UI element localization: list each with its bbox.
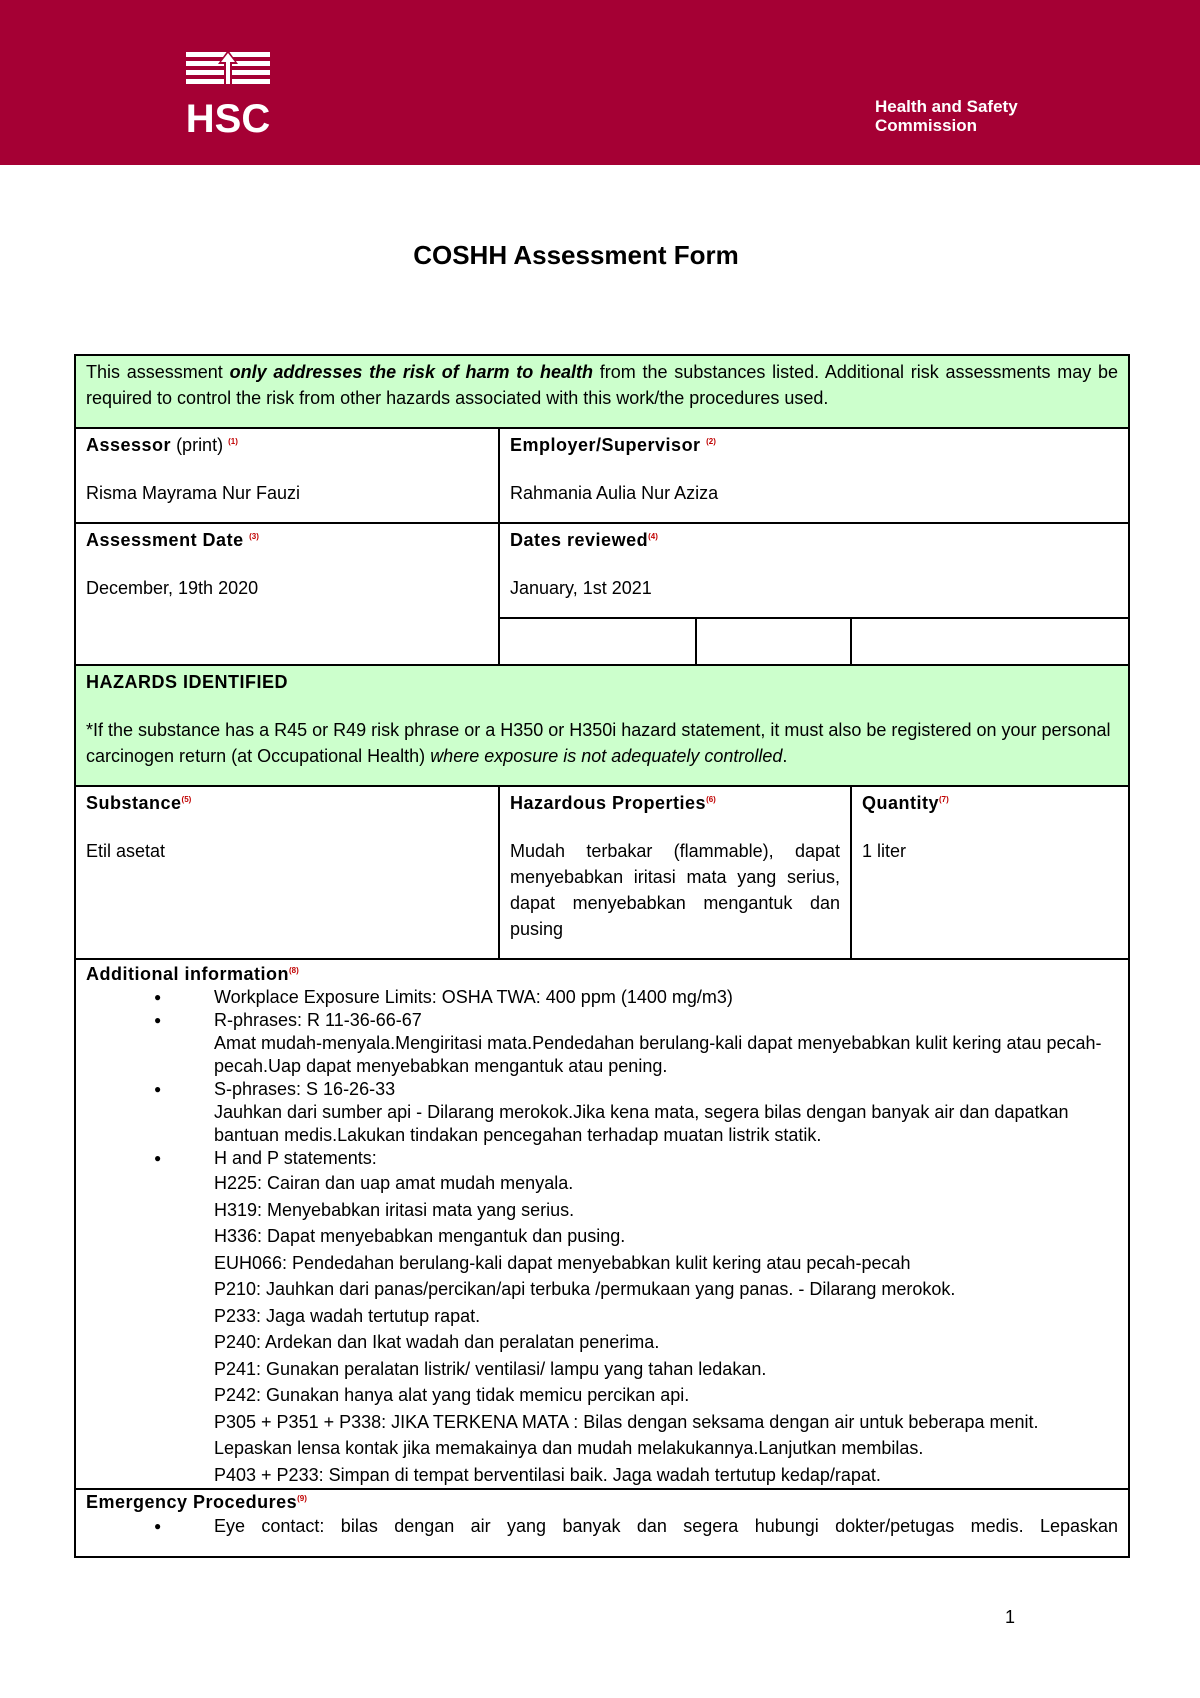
wel-text: Workplace Exposure Limits: OSHA TWA: 400 ppm (1400 mg/m3) [214, 987, 733, 1007]
coshh-form-table [74, 354, 1130, 1558]
employer-cell [499, 428, 1129, 523]
hp-statements-label: ● H and P statements: [214, 1148, 377, 1168]
statement: H336: Dapat menyebabkan mengantuk dan pusing. [214, 1226, 626, 1246]
list-item [214, 1515, 1118, 1538]
employer-ref: (2) [706, 437, 716, 446]
statement: P242: Gunakan hanya alat yang tidak memicu percikan api. [214, 1385, 690, 1405]
logo-text: HSC [185, 97, 271, 140]
s-phrases-text: Jauhkan dari sumber api - Dilarang merokok.Jika kena mata, segera bilas dengan banyak air dan dapatkan bantuan medis.Lakukan tindakan pencegahan terhadap muatan listrik statik. [214, 1102, 1069, 1145]
hazardous-properties-value: Mudah terbakar (flammable), dapat menyebabkan iritasi mata yang serius, dapat menyebabkan mengantuk dan pusing [510, 841, 840, 939]
assessor-label: Assessor [86, 435, 172, 455]
quantity-value: 1 liter [862, 841, 907, 861]
review-date-box-3 [851, 618, 1129, 665]
emergency-list [86, 1515, 1118, 1538]
s-phrases: ● S-phrases: S 16-26-33 [214, 1079, 396, 1099]
r-phrases-text: Amat mudah-menyala.Mengiritasi mata.Pendedahan berulang-kali dapat menyebabkan kulit kering atau pecah-pecah.Uap dapat menyebabkan mengantuk atau pening. [214, 1033, 1102, 1076]
emergency-ref: (9) [297, 1494, 307, 1503]
page-title: COSHH Assessment Form [413, 240, 739, 270]
dates-reviewed-cell [499, 523, 1129, 618]
assessor-label-suffix: (print) [171, 435, 229, 455]
assessment-date-cell [75, 523, 499, 665]
substance-value: Etil asetat [86, 841, 166, 861]
employer-value: Rahmania Aulia Nur Aziza [510, 483, 719, 503]
statement: P305 + P351 + P338: JIKA TERKENA MATA : Bilas dengan seksama dengan air untuk beberapa menit. Lepaskan lensa kontak jika memakainya dan mudah melakukannya.Lanjutkan membilas. [214, 1411, 1039, 1458]
notice-text-2: from the substances listed. Additional risk assessments may be required to control the risk from other hazards associated with this work/the procedures used. [86, 362, 1119, 408]
r-phrases: ● R-phrases: R 11-36-66-67 [214, 1010, 422, 1030]
statement: P240: Ardekan dan Ikat wadah dan peralatan penerima. [214, 1332, 660, 1352]
assessment-date-ref: (3) [249, 532, 259, 541]
org-line-1: Health and Safety [875, 97, 1018, 116]
review-date-box-1 [499, 618, 696, 665]
assessor-value: Risma Mayrama Nur Fauzi [86, 483, 301, 503]
employer-label: Employer/Supervisor [510, 435, 707, 455]
hazardous-properties-label: Hazardous Properties [510, 793, 707, 813]
assessment-date-label: Assessment Date [86, 530, 250, 550]
statement: P210: Jauhkan dari panas/percikan/api terbuka /permukaan yang panas. - Dilarang merokok. [214, 1279, 956, 1299]
quantity-ref: (7) [939, 795, 949, 804]
quantity-cell [851, 786, 1129, 959]
assessor-ref: (1) [228, 437, 238, 446]
dates-reviewed-value: January, 1st 2021 [510, 578, 652, 598]
list-item [214, 1009, 1118, 1078]
hsc-logo [183, 50, 273, 140]
hazards-heading: HAZARDS IDENTIFIED [86, 672, 288, 692]
statement: P241: Gunakan peralatan listrik/ ventilasi/ lampu yang tahan ledakan. [214, 1358, 767, 1379]
header-band [0, 0, 1200, 165]
emergency-label: Emergency Procedures [86, 1492, 298, 1512]
org-name [875, 97, 1018, 135]
hazards-note-end: . [782, 746, 788, 766]
substance-label: Substance [86, 793, 182, 813]
org-line-2: Commission [875, 116, 978, 135]
additional-info-list [86, 986, 1118, 1488]
dates-reviewed-ref: (4) [648, 532, 658, 541]
hazardous-properties-cell [499, 786, 851, 959]
hazards-note [86, 717, 1118, 769]
substance-ref: (5) [181, 795, 192, 804]
statement: H225: Cairan dan uap amat mudah menyala. [214, 1173, 574, 1193]
eye-contact-text: Eye contact: bilas dengan air yang banyak dan segera hubungi dokter/petugas medis. Lepaskan [214, 1516, 1119, 1536]
statement: P233: Jaga wadah tertutup rapat. [214, 1305, 481, 1326]
additional-info-label: Additional information [86, 964, 289, 984]
list-item [214, 986, 1118, 1009]
substance-cell [75, 786, 499, 959]
notice-emphasis: only addresses the risk of harm to health [229, 362, 593, 382]
hazards-note-italic: where exposure is not adequately controlled [430, 746, 783, 766]
list-item [214, 1147, 1118, 1488]
page-number: 1 [1005, 1607, 1016, 1627]
emergency-cell [75, 1489, 1129, 1557]
statement: H319: Menyebabkan iritasi mata yang serius. [214, 1199, 575, 1220]
review-date-box-2 [696, 618, 851, 665]
notice-cell [75, 355, 1129, 428]
statement: EUH066: Pendedahan berulang-kali dapat menyebabkan kulit kering atau pecah-pecah [214, 1252, 911, 1273]
additional-info-cell [75, 959, 1129, 1489]
notice-text-1: This assessment [86, 362, 230, 382]
assessment-date-value: December, 19th 2020 [86, 578, 259, 598]
assessor-cell [75, 428, 499, 523]
list-item [214, 1078, 1118, 1147]
hazards-cell [75, 665, 1129, 786]
hazardous-properties-ref: (6) [706, 795, 716, 804]
dates-reviewed-label: Dates reviewed [510, 530, 649, 550]
quantity-label: Quantity [862, 793, 940, 813]
statement: P403 + P233: Simpan di tempat berventilasi baik. Jaga wadah tertutup kedap/rapat. [214, 1464, 881, 1485]
additional-info-ref: (8) [288, 966, 299, 975]
hazards-note-text: *If the substance has a R45 or R49 risk phrase or a H350 or H350i hazard statement, it must also be registered on your personal carcinogen return (at Occupational Health) [86, 720, 1111, 766]
